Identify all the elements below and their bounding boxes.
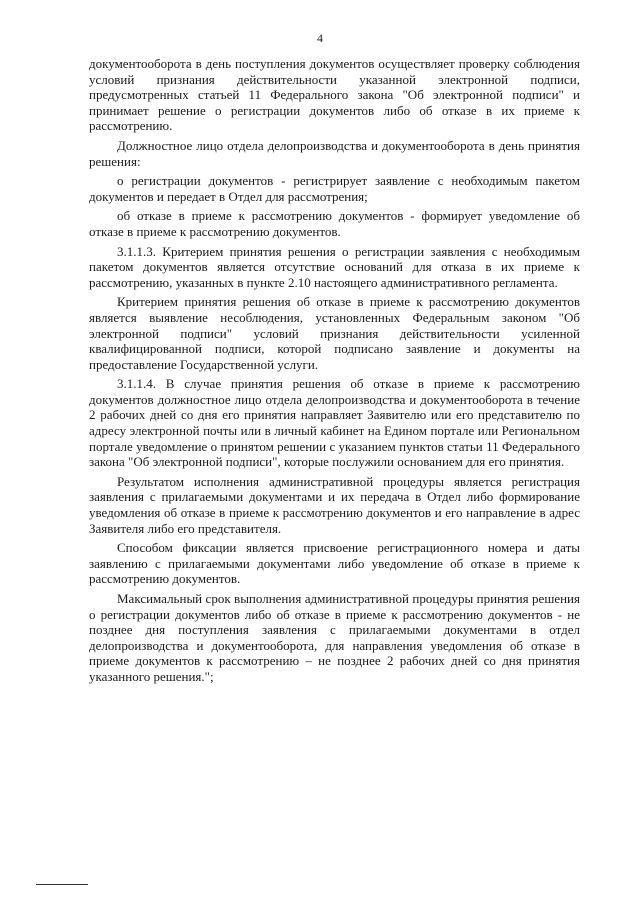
paragraph-registration: о регистрации документов - регистрирует заявление с необходимым пакетом документов и передает в Отдел для рассмотрения; (89, 173, 580, 204)
paragraph-max-term: Максимальный срок выполнения административной процедуры принятия решения о регистрации документов либо об отказе в приеме к рассмотрению документов - не позднее дня поступления заявления с прилагаемыми документами в отдел делопроизводства и документооборота, для направления уведомления об отказе в приеме документов к рассмотрению – не позднее 2 рабочих дней со дня принятия указанного решения."; (89, 591, 580, 684)
paragraph-refusal-criterion: Критерием принятия решения об отказе в приеме к рассмотрению документов является выявление несоблюдения, установленных Федеральным законом "Об электронной подписи" условий признания действительности усиленной квалифицированной подписи, которой подписано заявление и документы на предоставление Государственной услуги. (89, 294, 580, 372)
paragraph-3-1-1-4: 3.1.1.4. В случае принятия решения об отказе в приеме к рассмотрению документов должностное лицо отдела делопроизводства и документооборота в течение 2 рабочих дней со дня его принятия направляет Заявителю или его представителю по адресу электронной почты или в личный кабинет на Едином портале или Региональном портале уведомление о принятом решении с указанием пунктов статьи 11 Федерального закона "Об электронной подписи", которые послужили основанием для его принятия. (89, 376, 580, 470)
paragraph-result: Результатом исполнения административной процедуры является регистрация заявления с прилагаемыми документами и их передача в Отдел либо формирование уведомления об отказе в приеме к рассмотрению документов и его направление в адрес Заявителя либо его представителя. (89, 473, 580, 536)
paragraph-fixation-method: Способом фиксации является присвоение регистрационного номера и даты заявлению с прилагаемыми документами либо уведомление об отказе в приеме к рассмотрению документов. (89, 540, 580, 587)
page-number: 4 (317, 31, 323, 45)
footnote-divider (36, 884, 88, 885)
paragraph-continuation: документооборота в день поступления документов осуществляет проверку соблюдения условий признания действительности указанной электронной подписи, предусмотренных статьей 11 Федерального закона "Об электронной подписи" и принимает решение о регистрации документов либо об отказе в их приеме к рассмотрению. (89, 56, 580, 134)
paragraph-refusal-notice: об отказе в приеме к рассмотрению документов - формирует уведомление об отказе в приеме к рассмотрению документов. (89, 208, 580, 239)
paragraph-official-actions: Должностное лицо отдела делопроизводства и документооборота в день принятия решения: (89, 137, 580, 169)
paragraph-3-1-1-3: 3.1.1.3. Критерием принятия решения о регистрации заявления с необходимым пакетом документов является отсутствие оснований для отказа в их приеме к рассмотрению, указанных в пункте 2.10 настоящего административного регламента. (89, 243, 580, 290)
document-body (89, 56, 580, 689)
